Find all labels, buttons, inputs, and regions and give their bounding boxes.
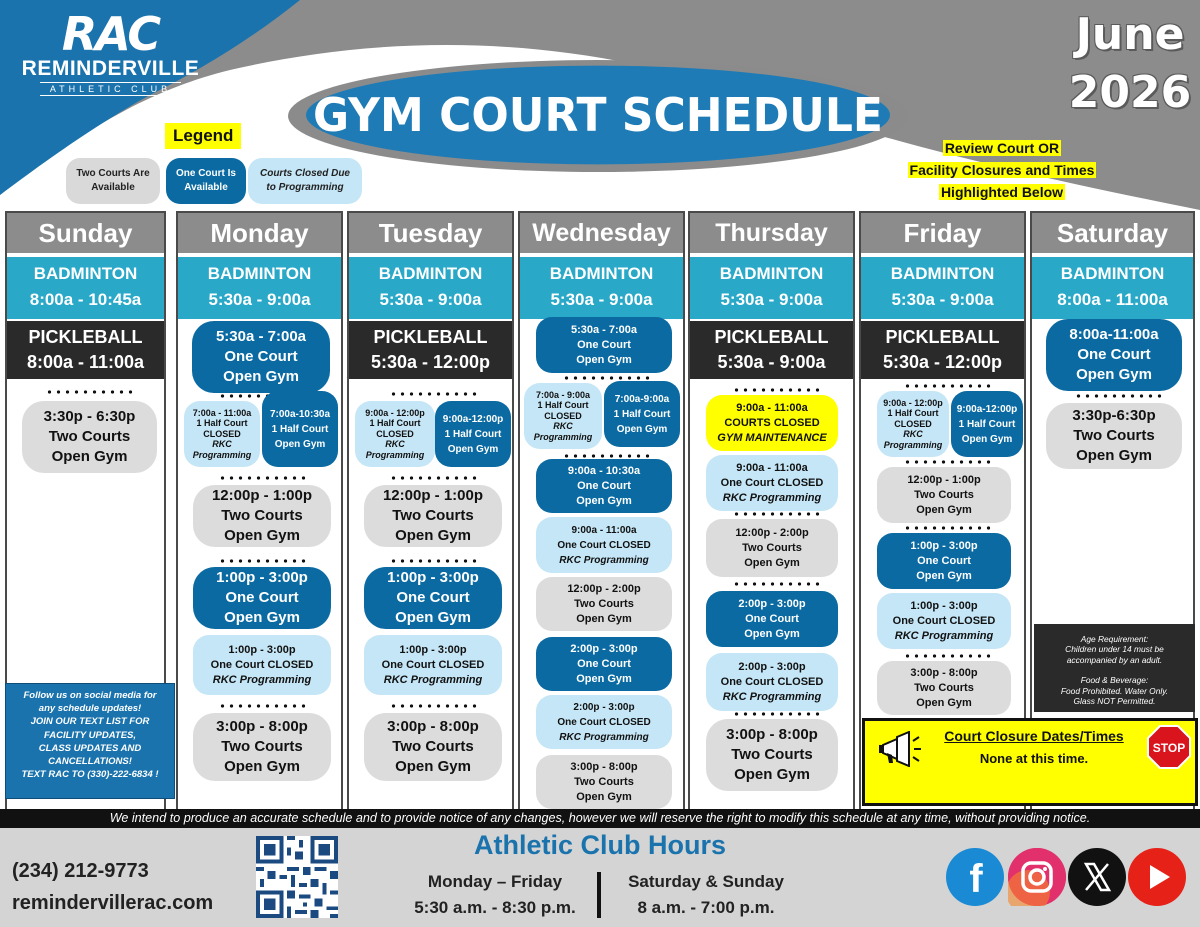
slot-line: 1 Half Court (444, 428, 502, 440)
pickleball-block: PICKLEBALL 5:30a - 12:00p (861, 321, 1024, 379)
slot-line: Two Courts (392, 507, 474, 524)
age-spacer (1042, 665, 1187, 675)
legend-two-courts: Two Courts Are Available (66, 158, 160, 204)
slot-line: 3:00p - 8:00p (387, 718, 479, 735)
slot-line: 12:00p - 1:00p (211, 487, 313, 504)
time-slot (193, 567, 331, 629)
follow-line: FACILITY UPDATES, (43, 729, 137, 741)
pickleball-block: PICKLEBALL 5:30a - 9:00a (690, 321, 853, 379)
slot-line: GYM MAINTENANCE (717, 431, 827, 444)
closure-text: None at this time. (979, 751, 1089, 766)
dotted-separator (389, 475, 479, 481)
follow-line: JOIN OUR TEXT LIST FOR (30, 716, 150, 728)
badminton-block: BADMINTON 5:30a - 9:00a (520, 257, 683, 319)
page-title: GYM COURT SCHEDULE (306, 66, 890, 165)
dotted-separator (732, 581, 822, 587)
time-slot (536, 577, 672, 631)
day-header: Saturday (1032, 213, 1193, 255)
dotted-separator (389, 558, 479, 564)
qr-code-icon[interactable] (256, 836, 338, 918)
slot-line: Two Courts (48, 428, 131, 445)
slot-line: Open Gym (224, 758, 300, 775)
follow-line: CLASS UPDATES AND (38, 742, 142, 754)
day-header: Wednesday (520, 213, 683, 255)
slot-line: 9:00a - 12:00p (883, 397, 943, 408)
dotted-separator (218, 475, 308, 481)
logo-name: REMINDERVILLE (21, 57, 200, 80)
slot-line: 9:00a - 11:00a (736, 461, 808, 474)
dotted-separator (732, 387, 822, 393)
social-follow-box (5, 683, 175, 799)
slot-line: One Court CLOSED (557, 716, 651, 728)
time-slot (877, 391, 949, 457)
hours-divider (597, 872, 601, 918)
day-header: Sunday (7, 213, 164, 255)
dotted-separator (218, 703, 308, 709)
dotted-separator (732, 511, 822, 517)
slot-line: Open Gym (576, 494, 632, 507)
slot-line: Open Gym (224, 527, 300, 544)
slot-line: 1 Half Court (887, 408, 939, 419)
time-slot (1046, 403, 1182, 469)
time-slot (536, 695, 672, 749)
slot-line: RKC Programming (722, 491, 822, 504)
slot-line: Open Gym (916, 503, 972, 516)
time-slot (706, 653, 838, 711)
time-slot (706, 519, 838, 577)
badminton-block: BADMINTON 5:30a - 9:00a (861, 257, 1024, 319)
slot-line: Two Courts (742, 541, 802, 554)
dotted-separator (732, 711, 822, 717)
time-slot (364, 485, 502, 547)
day-header: Thursday (690, 213, 853, 255)
footer (0, 828, 1200, 927)
legend-one-court: One Court Is Available (166, 158, 246, 204)
time-slot (364, 567, 502, 629)
pickleball-block: PICKLEBALL 8:00a - 11:00a (7, 321, 164, 379)
review-line: Review Court OR (944, 140, 1060, 156)
slot-line: 3:30p-6:30p (1072, 407, 1156, 424)
time-slot (706, 591, 838, 647)
age-line: accompanied by an adult. (1066, 654, 1163, 665)
slot-line: RKC Programming (559, 731, 649, 743)
dotted-separator (389, 703, 479, 709)
slot-line: 1 Half Court (958, 418, 1016, 430)
slot-line: 9:00a - 11:00a (571, 524, 637, 536)
megaphone-icon (875, 731, 921, 767)
pickleball-block: PICKLEBALL 5:30a - 12:00p (349, 321, 512, 379)
time-slot (951, 391, 1023, 457)
slot-line: Open Gym (274, 438, 326, 450)
slot-line: One Court CLOSED (720, 476, 824, 489)
day-header: Tuesday (349, 213, 512, 255)
time-slot (364, 635, 502, 695)
time-slot (22, 401, 157, 473)
slot-line: 1 Half Court (271, 423, 329, 435)
slot-line: 5:30a - 7:00a (570, 323, 638, 336)
slot-line: One Court (225, 589, 299, 606)
slot-line: One Court (577, 657, 631, 670)
phone-number[interactable]: (234) 212-9773 (12, 860, 149, 882)
slot-line: 1 Half Court (537, 400, 589, 411)
slot-line: 1 Half Court (613, 408, 671, 420)
time-slot (184, 401, 260, 467)
slot-line: One Court CLOSED (720, 675, 824, 688)
slot-line: Two Courts (221, 507, 303, 524)
badminton-block: BADMINTON 5:30a - 9:00a (178, 257, 341, 319)
slot-line: Open Gym (734, 766, 810, 783)
dotted-separator (389, 391, 479, 397)
slot-line: 7:00a-9:00a (614, 393, 670, 405)
slot-line: Open Gym (1076, 447, 1152, 464)
slot-line: Two Courts (914, 681, 974, 694)
weekend-label: Saturday & Sunday (628, 872, 784, 891)
slot-line: 8:00a-11:00a (1069, 326, 1159, 343)
slot-line: RKC Programming (212, 673, 312, 686)
slot-line: One Court (224, 348, 298, 365)
dotted-separator (903, 383, 993, 389)
weekday-label: Monday – Friday (427, 872, 563, 891)
slot-line: Open Gym (744, 627, 800, 640)
slot-line: Two Courts (221, 738, 303, 755)
time-slot (536, 755, 672, 809)
day-column-wednesday (518, 211, 685, 811)
slot-line: One Court CLOSED (381, 658, 485, 671)
slot-line: Programming (192, 449, 252, 460)
time-slot (877, 593, 1011, 649)
time-slot (536, 459, 672, 513)
slot-line: One Court (577, 338, 631, 351)
slot-line: 5:30a - 7:00a (215, 328, 307, 345)
time-slot (536, 517, 672, 573)
slot-line: Open Gym (51, 448, 128, 465)
time-slot (706, 719, 838, 791)
court-closure-box (862, 718, 1198, 806)
slot-line: 9:00a - 11:00a (736, 401, 808, 414)
review-line: Highlighted Below (940, 184, 1064, 200)
slot-line: 3:30p - 6:30p (43, 408, 136, 425)
closure-title: Court Closure Dates/Times (944, 728, 1124, 744)
time-slot (604, 381, 680, 447)
time-slot (877, 661, 1011, 715)
slot-line: Two Courts (1073, 427, 1155, 444)
slot-line: 1:00p - 3:00p (399, 643, 467, 656)
slot-line: 1:00p - 3:00p (228, 643, 296, 656)
slot-line: Open Gym (223, 368, 299, 385)
slot-line: Two Courts (731, 746, 813, 763)
time-slot (355, 401, 435, 467)
time-slot (536, 317, 672, 373)
day-column-monday (176, 211, 343, 811)
youtube-icon[interactable] (1128, 848, 1186, 906)
header (0, 0, 1200, 210)
slot-line: One Court (577, 479, 631, 492)
day-header: Monday (178, 213, 341, 255)
slot-line: 9:00a-12:00p (442, 413, 504, 425)
food-line: Food & Beverage: (1080, 675, 1149, 686)
slot-line: 3:00p - 8:00p (216, 718, 308, 735)
slot-line: Two Courts (574, 775, 634, 788)
follow-line: CANCELLATIONS! (48, 756, 132, 768)
time-slot (192, 321, 330, 393)
stop-label: STOP (1152, 741, 1186, 755)
slot-line: Open Gym (395, 527, 471, 544)
slot-line: 9:00a - 10:30a (567, 464, 641, 477)
slot-line: Open Gym (395, 609, 471, 626)
slot-line: One Court CLOSED (210, 658, 314, 671)
slot-line: 9:00a - 12:00p (365, 407, 425, 418)
slot-line: CLOSED (376, 428, 414, 439)
day-column-tuesday (347, 211, 514, 811)
dotted-separator (903, 525, 993, 531)
time-slot (706, 395, 838, 451)
slot-line: Two Courts (392, 738, 474, 755)
weekend-hours: 8 a.m. - 7:00 p.m. (637, 898, 775, 917)
slot-line: Open Gym (961, 433, 1013, 445)
time-slot (1046, 319, 1182, 391)
slot-line: Open Gym (395, 758, 471, 775)
slot-line: Open Gym (224, 609, 300, 626)
slot-line: RKC (385, 439, 405, 450)
x-icon[interactable] (1068, 848, 1126, 906)
legend-courts-closed: Courts Closed Due to Programming (248, 158, 362, 204)
time-slot (262, 391, 338, 467)
time-slot (435, 401, 511, 467)
slot-line: RKC (903, 429, 923, 440)
slot-line: 7:00a-10:30a (269, 408, 331, 420)
hours-title: Athletic Club Hours (473, 830, 726, 860)
slot-line: Open Gym (576, 353, 632, 366)
slot-line: Open Gym (616, 423, 668, 435)
slot-line: RKC Programming (722, 690, 822, 703)
follow-line: any schedule updates! (38, 703, 142, 715)
slot-line: 12:00p - 2:00p (735, 526, 809, 539)
dotted-separator (903, 459, 993, 465)
slot-line: 2:00p - 3:00p (573, 701, 635, 713)
slot-line: 1:00p - 3:00p (216, 569, 308, 586)
food-line: Glass NOT Permitted. (1073, 696, 1156, 707)
slot-line: Open Gym (916, 696, 972, 709)
disclaimer: We intend to produce an accurate schedule and to provide notice of any changes, however we will reserve the right to modify this schedule at any time, without providing notice. (0, 809, 1200, 828)
slot-line: RKC (553, 421, 573, 432)
slot-line: Open Gym (744, 556, 800, 569)
slot-line: 1:00p - 3:00p (387, 569, 479, 586)
club-logo (8, 7, 213, 96)
logo-mark: RAC (61, 7, 160, 61)
day-column-thursday (688, 211, 855, 811)
badminton-block: BADMINTON 5:30a - 9:00a (690, 257, 853, 319)
slot-line: 9:00a-12:00p (956, 403, 1018, 415)
slot-line: RKC (212, 439, 232, 450)
slot-line: RKC Programming (894, 629, 994, 642)
time-slot (877, 467, 1011, 523)
year-label: 2026 (1068, 67, 1192, 118)
review-line: Facility Closures and Times (909, 162, 1095, 178)
badminton-block: BADMINTON 5:30a - 9:00a (349, 257, 512, 319)
follow-line: Follow us on social media for (23, 690, 157, 701)
slot-line: One Court (917, 554, 971, 567)
slot-line: 1:00p - 3:00p (910, 599, 978, 612)
dotted-separator (45, 389, 135, 395)
time-slot (193, 713, 331, 781)
slot-line: 1:00p - 3:00p (910, 539, 978, 552)
review-closures-note (892, 137, 1112, 203)
slot-line: One Court (1077, 346, 1151, 363)
slot-line: One Court (745, 612, 799, 625)
food-line: Food Prohibited. Water Only. (1060, 685, 1169, 696)
badminton-block: BADMINTON 8:00a - 10:45a (7, 257, 164, 319)
slot-line: Two Courts (914, 488, 974, 501)
age-requirement-box (1034, 624, 1195, 712)
svg-text:f: f (969, 857, 983, 901)
follow-line: TEXT RAC TO (330)-222-6834 ! (21, 769, 159, 781)
age-line: Age Requirement: (1080, 634, 1149, 644)
slot-line: One Court (396, 589, 470, 606)
dotted-separator (218, 558, 308, 564)
slot-line: RKC Programming (383, 673, 483, 686)
slot-line: Open Gym (576, 612, 632, 625)
time-slot (536, 637, 672, 691)
slot-line: CLOSED (203, 428, 241, 439)
slot-line: 2:00p - 3:00p (570, 642, 638, 655)
slot-line: Open Gym (576, 790, 632, 803)
facebook-icon[interactable] (946, 848, 1004, 906)
slot-line: Open Gym (1076, 366, 1152, 383)
slot-line: 12:00p - 2:00p (567, 582, 641, 595)
badminton-block: BADMINTON 8:00a - 11:00a (1032, 257, 1193, 319)
slot-line: COURTS CLOSED (724, 416, 820, 429)
slot-line: Programming (883, 439, 943, 450)
slot-line: One Court CLOSED (557, 539, 651, 551)
slot-line: 1 Half Court (369, 418, 421, 429)
slot-line: 12:00p - 1:00p (907, 473, 981, 486)
time-slot (524, 383, 602, 449)
website-link[interactable]: remindervillerac.com (12, 892, 214, 914)
slot-line: One Court CLOSED (892, 614, 996, 627)
slot-line: 1 Half Court (196, 418, 248, 429)
slot-line: 3:00p - 8:00p (726, 726, 818, 743)
stop-icon (1147, 725, 1191, 769)
slot-line: Open Gym (916, 569, 972, 582)
slot-line: Programming (365, 449, 425, 460)
time-slot (706, 455, 838, 511)
instagram-icon[interactable] (1008, 848, 1066, 906)
slot-line: 2:00p - 3:00p (738, 597, 806, 610)
slot-line: 7:00a - 11:00a (192, 407, 252, 418)
dotted-separator (1074, 393, 1164, 399)
slot-line: 3:00p - 8:00p (570, 760, 638, 773)
slot-line: 3:00p - 8:00p (910, 666, 978, 679)
dotted-separator (903, 653, 993, 659)
age-line: Children under 14 must be (1065, 644, 1164, 655)
day-header: Friday (861, 213, 1024, 255)
logo-subtitle: ATHLETIC CLUB (40, 82, 181, 96)
slot-line: CLOSED (544, 410, 582, 421)
month-label: June (1075, 9, 1185, 60)
slot-line: RKC Programming (559, 554, 649, 566)
time-slot (193, 635, 331, 695)
slot-line: 7:00a - 9:00a (535, 389, 591, 400)
slot-line: Programming (533, 431, 593, 442)
slot-line: 2:00p - 3:00p (738, 660, 806, 673)
time-slot (877, 533, 1011, 589)
slot-line: 12:00p - 1:00p (382, 487, 484, 504)
slot-line: CLOSED (894, 418, 932, 429)
slot-line: Open Gym (576, 672, 632, 685)
slot-line: Two Courts (574, 597, 634, 610)
time-slot (364, 713, 502, 781)
weekday-hours: 5:30 a.m. - 8:30 p.m. (414, 898, 576, 917)
slot-line: Open Gym (447, 443, 499, 455)
legend-title: Legend (165, 123, 241, 149)
month-year (1060, 6, 1200, 122)
time-slot (193, 485, 331, 547)
